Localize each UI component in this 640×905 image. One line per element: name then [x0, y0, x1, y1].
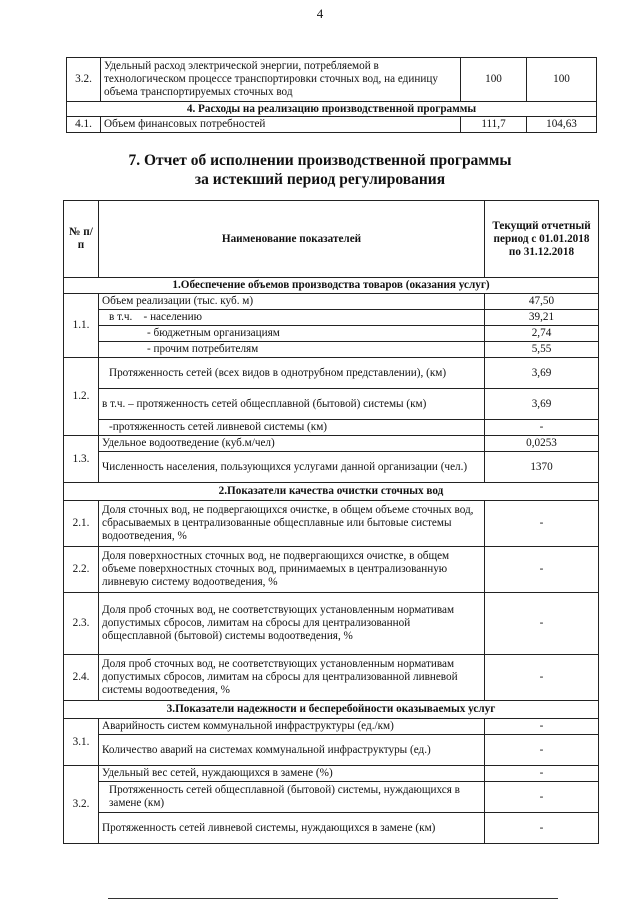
row-number: 3.2.: [64, 766, 99, 844]
table-row: [64, 766, 599, 782]
table-row: [64, 294, 599, 310]
indicator-name: - прочим потребителям: [99, 342, 485, 358]
row-number: 1.2.: [64, 358, 99, 436]
section-title: 4. Расходы на реализацию производственной программы: [67, 102, 597, 117]
section-title: 3.Показатели надежности и бесперебойности оказываемых услуг: [64, 701, 599, 719]
prefix-label: в т.ч.: [109, 311, 133, 323]
section-row: [64, 483, 599, 501]
row-number: 3.1.: [64, 719, 99, 766]
value-cell: -: [485, 719, 599, 735]
col-header-period: Текущий отчетный период с 01.01.2018 по 31.12.2018: [485, 201, 599, 278]
value-cell: 5,55: [485, 342, 599, 358]
indicator-name: Аварийность систем коммунальной инфраструктуры (ед./км): [99, 719, 485, 735]
table-row: [64, 655, 599, 701]
indicator-name: Удельный вес сетей, нуждающихся в замене (%): [99, 766, 485, 782]
value-cell: 1370: [485, 452, 599, 483]
indicator-name: в т.ч. – протяженность сетей общесплавной (бытовой) системы (км): [99, 389, 485, 420]
indicator-name: Объем реализации (тыс. куб. м): [99, 294, 485, 310]
value-cell: 47,50: [485, 294, 599, 310]
page-bottom-rule: [108, 898, 558, 899]
table-row: [64, 420, 599, 436]
value-cell: -: [485, 593, 599, 655]
indicator-name: Протяженность сетей (всех видов в однотрубном представлении), (км): [99, 358, 485, 389]
heading-line-1: 7. Отчет об исполнении производственной программы: [128, 152, 512, 169]
value-cell: 2,74: [485, 326, 599, 342]
indicator-name: Доля сточных вод, не подвергающихся очистке, в общем объеме сточных вод, сбрасываемых в централизованные общесплавные или бытовые системы водоотведения, %: [99, 501, 485, 547]
table-row: [64, 389, 599, 420]
indicator-name: - бюджетным организациям: [99, 326, 485, 342]
indicator-name: Доля поверхностных сточных вод, не подвергающихся очистке, в общем объеме поверхностных сточных вод, принимаемых в централизованную ливневую систему водоотведения, %: [99, 547, 485, 593]
table-row: [67, 58, 597, 102]
value-cell: 104,63: [527, 117, 597, 133]
table-row: [64, 310, 599, 326]
row-number: 1.1.: [64, 294, 99, 358]
value-cell: 3,69: [485, 358, 599, 389]
row-number: 1.3.: [64, 436, 99, 483]
table-row: [64, 342, 599, 358]
value-cell: -: [485, 547, 599, 593]
value-cell: -: [485, 813, 599, 844]
top-table: [66, 57, 597, 133]
table-row: [64, 735, 599, 766]
report-table: [63, 200, 599, 844]
value-cell: -: [485, 420, 599, 436]
indicator-subname: - населению: [143, 311, 202, 323]
section-row: [64, 278, 599, 294]
table-row: [64, 452, 599, 483]
indicator-name: -протяженность сетей ливневой системы (км): [99, 420, 485, 436]
value-cell: -: [485, 501, 599, 547]
value-cell: 111,7: [461, 117, 527, 133]
table-row: [64, 547, 599, 593]
row-number: 2.3.: [64, 593, 99, 655]
table-row: [64, 782, 599, 813]
value-cell: 100: [461, 58, 527, 102]
table-row: [64, 358, 599, 389]
header-row: [64, 201, 599, 278]
value-cell: -: [485, 735, 599, 766]
table-row: [64, 593, 599, 655]
value-cell: -: [485, 655, 599, 701]
col-header-name: Наименование показателей: [99, 201, 485, 278]
row-number: 2.1.: [64, 501, 99, 547]
table-row: [64, 436, 599, 452]
row-number: 3.2.: [67, 58, 101, 102]
indicator-name: [99, 310, 485, 326]
section-title: 1.Обеспечение объемов производства товаров (оказания услуг): [64, 278, 599, 294]
section-row: [67, 102, 597, 117]
table-row: [64, 326, 599, 342]
table-row: [64, 719, 599, 735]
value-cell: 0,0253: [485, 436, 599, 452]
heading-line-2: за истекший период регулирования: [194, 171, 446, 188]
value-cell: 39,21: [485, 310, 599, 326]
indicator-name: Удельный расход электрической энергии, потребляемой в технологическом процессе транспортировки сточных вод, на единицу объема транспортируемых сточных вод: [101, 58, 461, 102]
value-cell: 3,69: [485, 389, 599, 420]
col-header-number: № п/п: [64, 201, 99, 278]
indicator-name: Удельное водоотведение (куб.м/чел): [99, 436, 485, 452]
value-cell: 100: [527, 58, 597, 102]
table-row: [64, 501, 599, 547]
table-row: [67, 117, 597, 133]
section-title: 2.Показатели качества очистки сточных вод: [64, 483, 599, 501]
indicator-name: Объем финансовых потребностей: [101, 117, 461, 133]
indicator-name: Доля проб сточных вод, не соответствующих установленным нормативам допустимых сбросов, лимитам на сбросы для централизованной ливневой системы водоотведения, %: [99, 655, 485, 701]
section-heading: [0, 151, 640, 189]
indicator-name: Численность населения, пользующихся услугами данной организации (чел.): [99, 452, 485, 483]
indicator-name: Протяженность сетей ливневой системы, нуждающихся в замене (км): [99, 813, 485, 844]
page-number: 4: [316, 6, 324, 21]
row-number: 2.4.: [64, 655, 99, 701]
row-number: 2.2.: [64, 547, 99, 593]
section-row: [64, 701, 599, 719]
indicator-name: Протяженность сетей общесплавной (бытовой) системы, нуждающихся в замене (км): [99, 782, 485, 813]
value-cell: -: [485, 766, 599, 782]
indicator-name: Количество аварий на системах коммунальной инфраструктуры (ед.): [99, 735, 485, 766]
indicator-name: Доля проб сточных вод, не соответствующих установленным нормативам допустимых сбросов, лимитам на сбросы для централизованной общесплавной (бытовой) системы водоотведения, %: [99, 593, 485, 655]
table-row: [64, 813, 599, 844]
value-cell: -: [485, 782, 599, 813]
row-number: 4.1.: [67, 117, 101, 133]
